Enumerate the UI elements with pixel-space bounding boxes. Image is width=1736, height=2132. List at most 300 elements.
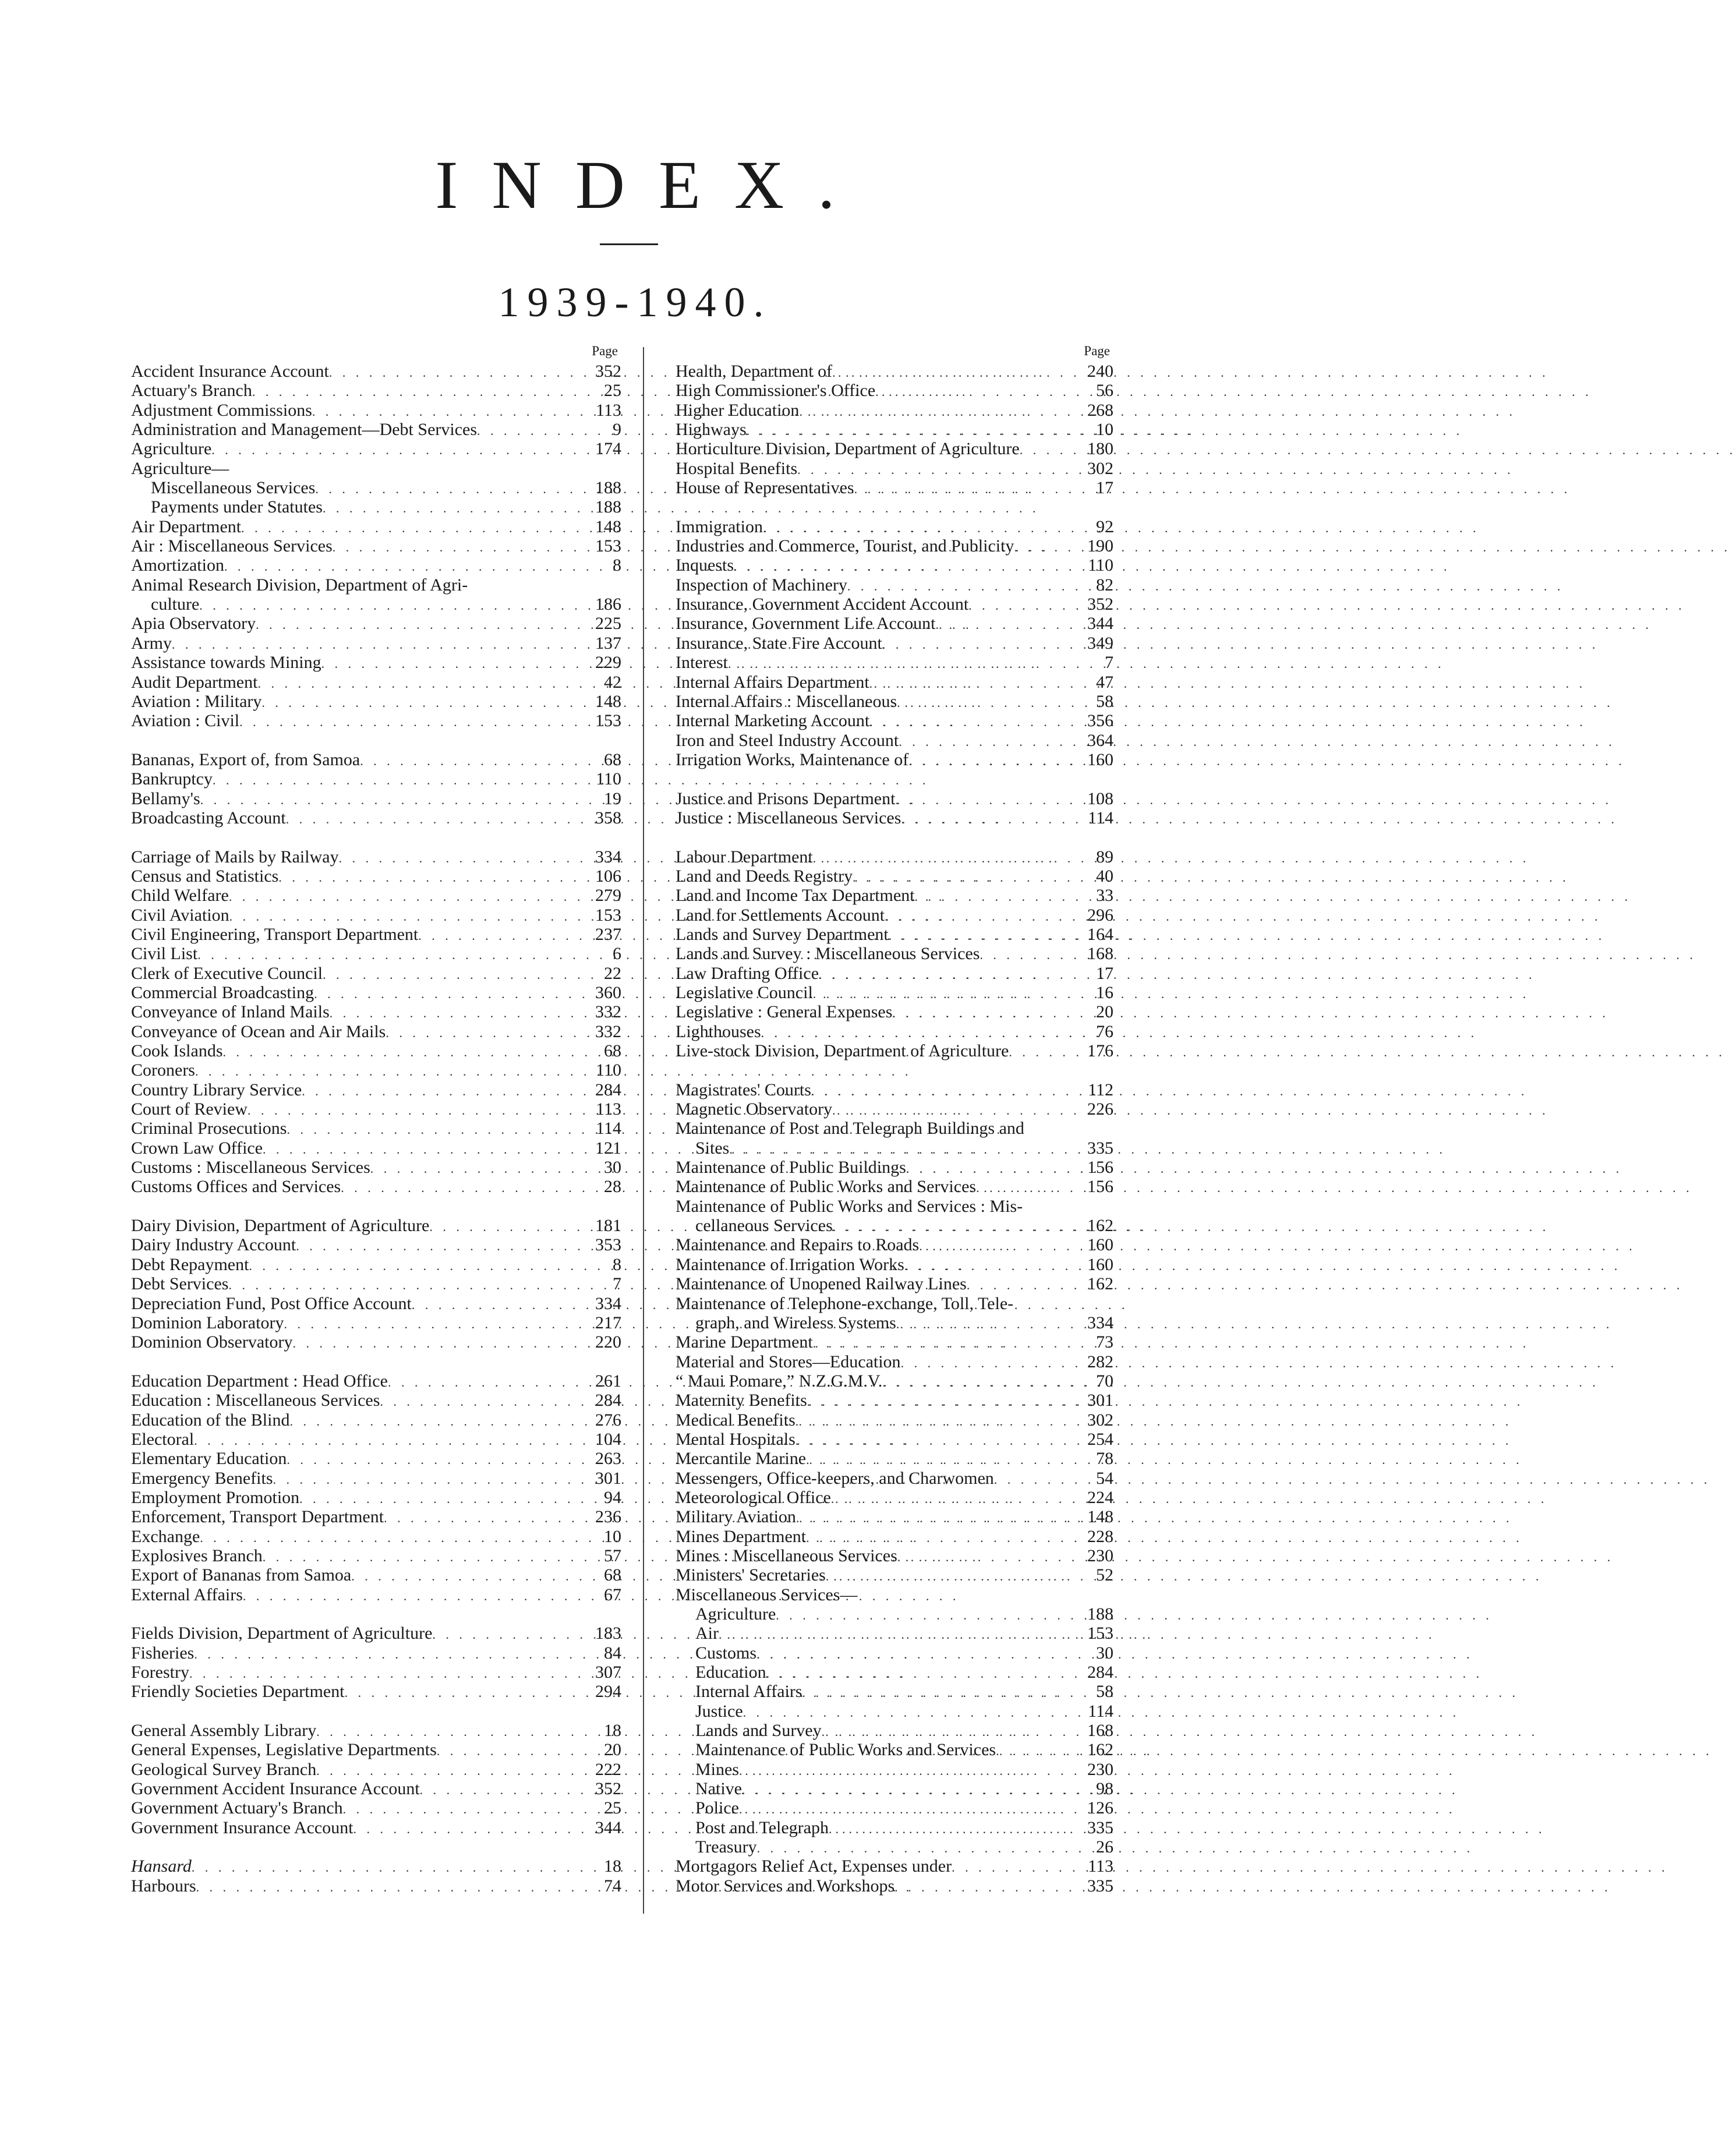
index-entry bbox=[131, 944, 621, 963]
entry-title: Bankruptcy bbox=[131, 769, 213, 789]
entry-title: Police bbox=[695, 1798, 739, 1818]
entry-page-number: 98 bbox=[1096, 1779, 1113, 1799]
entry-page-number: 237 bbox=[595, 924, 621, 944]
index-entry bbox=[131, 789, 621, 808]
dot-leader bbox=[437, 1741, 578, 1760]
dot-leader bbox=[854, 479, 1070, 498]
entry-page-number: 296 bbox=[1087, 905, 1113, 925]
entry-title: Industries and Commerce, Tourist, and Publicity bbox=[676, 536, 1014, 556]
dot-leader bbox=[813, 984, 1070, 1003]
entry-page-number: 28 bbox=[604, 1177, 621, 1197]
dot-leader bbox=[386, 1023, 578, 1042]
left-index-column bbox=[131, 341, 621, 1896]
entry-page-number: 70 bbox=[1096, 1371, 1113, 1391]
dot-leader bbox=[248, 1101, 578, 1120]
index-entry bbox=[676, 944, 1113, 963]
index-entry bbox=[131, 1624, 621, 1643]
entry-title: Fields Division, Department of Agriculture bbox=[131, 1624, 433, 1643]
index-entry bbox=[131, 420, 621, 439]
dot-leader bbox=[273, 1470, 578, 1489]
entry-title: Land and Income Tax Department bbox=[676, 886, 915, 906]
dot-leader bbox=[795, 1431, 1070, 1450]
entry-page-number: 33 bbox=[1096, 886, 1113, 906]
entry-title: Crown Law Office bbox=[131, 1138, 263, 1158]
index-entry bbox=[676, 867, 1113, 886]
entry-page-number: 168 bbox=[1087, 944, 1113, 964]
index-entry bbox=[676, 1643, 1113, 1663]
dot-leader bbox=[229, 907, 578, 926]
index-entry bbox=[676, 1294, 1113, 1313]
entry-page-number: 160 bbox=[1087, 749, 1113, 769]
entry-title: Maintenance of Public Works and Services bbox=[676, 1177, 977, 1197]
dot-leader bbox=[799, 402, 1070, 421]
entry-title: Messengers, Office-keepers, and Charwomen bbox=[676, 1468, 994, 1488]
entry-page-number: 67 bbox=[604, 1585, 621, 1604]
entry-title: Material and Stores—Education bbox=[676, 1352, 901, 1371]
entry-page-number: 7 bbox=[613, 1274, 621, 1294]
index-entry bbox=[131, 634, 621, 653]
entry-page-number: 58 bbox=[1096, 1682, 1113, 1702]
dot-leader bbox=[952, 1858, 1070, 1877]
entry-title: Depreciation Fund, Post Office Account bbox=[131, 1293, 412, 1313]
index-entry bbox=[131, 1119, 621, 1138]
dot-leader bbox=[287, 1120, 578, 1139]
index-entry bbox=[131, 439, 621, 458]
entry-page-number: 176 bbox=[1087, 1041, 1113, 1061]
dot-leader bbox=[904, 1256, 1070, 1275]
entry-title: Debt Services bbox=[131, 1274, 229, 1294]
dot-leader bbox=[329, 363, 578, 382]
entry-title: Emergency Benefits bbox=[131, 1468, 273, 1488]
entry-title: Conveyance of Ocean and Air Mails bbox=[131, 1021, 386, 1041]
dot-leader bbox=[906, 1159, 1070, 1178]
dot-leader bbox=[719, 1625, 1070, 1644]
right-entry-list bbox=[676, 362, 1113, 1896]
entry-title: Internal Affairs bbox=[695, 1682, 802, 1702]
dot-leader bbox=[323, 498, 578, 518]
entry-title: culture bbox=[151, 595, 200, 614]
dot-leader bbox=[853, 868, 1070, 887]
entry-title: Conveyance of Inland Mails bbox=[131, 1002, 330, 1022]
index-entry bbox=[131, 1294, 621, 1313]
dot-leader bbox=[196, 1878, 578, 1897]
index-entry bbox=[131, 1410, 621, 1430]
dot-leader bbox=[919, 1236, 1070, 1256]
dot-leader bbox=[936, 615, 1071, 634]
index-entry bbox=[676, 1177, 1113, 1196]
entry-page-number: 188 bbox=[1087, 1604, 1113, 1624]
entry-gap bbox=[676, 497, 1113, 517]
entry-title: Lands and Survey Department bbox=[676, 924, 889, 944]
index-entry bbox=[676, 1139, 1113, 1158]
entry-page-number: 153 bbox=[595, 536, 621, 556]
entry-page-number: 344 bbox=[595, 1818, 621, 1837]
entry-page-number: 17 bbox=[1096, 963, 1113, 983]
dot-leader bbox=[289, 1412, 578, 1431]
dot-leader bbox=[330, 1003, 578, 1023]
entry-title: Maintenance of Public Buildings bbox=[676, 1158, 906, 1178]
dot-leader bbox=[895, 790, 1070, 809]
entry-page-number: 349 bbox=[1087, 633, 1113, 653]
index-entry bbox=[676, 653, 1113, 672]
dot-leader bbox=[278, 868, 578, 887]
entry-title: Friendly Societies Department bbox=[131, 1682, 345, 1702]
dot-leader bbox=[241, 518, 578, 538]
dot-leader bbox=[885, 907, 1070, 926]
entry-page-number: 16 bbox=[1096, 983, 1113, 1002]
index-entry bbox=[131, 1488, 621, 1507]
entry-title: Army bbox=[131, 633, 172, 653]
dot-leader bbox=[796, 1508, 1070, 1528]
dot-leader bbox=[256, 615, 578, 634]
dot-leader bbox=[806, 1528, 1070, 1547]
entry-title: Audit Department bbox=[131, 672, 258, 692]
index-entry bbox=[131, 673, 621, 692]
dot-leader bbox=[743, 1703, 1070, 1722]
entry-title: Mines Department bbox=[676, 1526, 807, 1546]
entry-title: Land and Deeds Registry bbox=[676, 866, 853, 886]
entry-page-number: 8 bbox=[613, 556, 621, 575]
index-entry bbox=[676, 1002, 1113, 1021]
dot-leader bbox=[299, 1489, 578, 1508]
entry-page-number: 6 bbox=[613, 944, 621, 964]
index-entry bbox=[676, 1565, 1113, 1585]
entry-title: Census and Statistics bbox=[131, 866, 279, 886]
index-entry bbox=[676, 614, 1113, 633]
entry-title: Coroners bbox=[131, 1060, 195, 1080]
entry-page-number: 263 bbox=[595, 1449, 621, 1469]
index-entry bbox=[676, 1779, 1113, 1798]
dot-leader bbox=[1009, 1042, 1070, 1062]
dot-leader bbox=[323, 965, 578, 984]
entry-page-number: 162 bbox=[1087, 1274, 1113, 1294]
entry-page-number: 25 bbox=[604, 381, 621, 401]
entry-page-number: 162 bbox=[1087, 1740, 1113, 1760]
dot-leader bbox=[341, 1178, 578, 1197]
entry-page-number: 126 bbox=[1087, 1798, 1113, 1818]
entry-page-number: 110 bbox=[1088, 556, 1113, 575]
index-entry bbox=[131, 983, 621, 1002]
entry-page-number: 108 bbox=[1087, 789, 1113, 808]
entry-title: Miscellaneous Services bbox=[151, 478, 316, 498]
entry-page-number: 40 bbox=[1096, 866, 1113, 886]
index-entry bbox=[131, 1449, 621, 1468]
entry-page-number: 364 bbox=[1087, 730, 1113, 750]
index-entry bbox=[676, 1527, 1113, 1546]
entry-page-number: 352 bbox=[1087, 595, 1113, 614]
dot-leader bbox=[897, 693, 1070, 712]
entry-title: Customs bbox=[695, 1643, 757, 1663]
entry-title: Electoral bbox=[131, 1429, 195, 1449]
index-entry bbox=[131, 1721, 621, 1740]
entry-page-number: 332 bbox=[595, 1002, 621, 1022]
entry-title: Fisheries bbox=[131, 1643, 195, 1663]
dot-leader bbox=[806, 1450, 1070, 1469]
dot-leader bbox=[813, 848, 1070, 868]
entry-title: Legislative : General Expenses bbox=[676, 1002, 893, 1022]
dot-leader bbox=[345, 1683, 578, 1702]
entry-page-number: 94 bbox=[604, 1487, 621, 1507]
entry-gap bbox=[131, 1352, 621, 1371]
entry-title: Elementary Education bbox=[131, 1449, 287, 1469]
dot-leader bbox=[315, 479, 578, 498]
dot-leader bbox=[261, 693, 578, 712]
index-entry bbox=[131, 381, 621, 400]
index-entry bbox=[676, 692, 1113, 711]
entry-page-number: 254 bbox=[1087, 1429, 1113, 1449]
entry-title: Magistrates' Courts bbox=[676, 1080, 811, 1099]
index-entry bbox=[676, 750, 1113, 769]
entry-title: Interest bbox=[676, 653, 728, 673]
entry-title: Meteorological Office bbox=[676, 1487, 831, 1507]
index-entry bbox=[131, 517, 621, 536]
entry-page-number: 282 bbox=[1087, 1352, 1113, 1371]
entry-gap bbox=[131, 1837, 621, 1857]
entry-title: Post and Telegraph bbox=[695, 1818, 829, 1837]
dot-leader bbox=[897, 1547, 1070, 1567]
dot-leader bbox=[889, 926, 1070, 945]
index-entry bbox=[676, 1546, 1113, 1565]
dot-leader bbox=[892, 1003, 1070, 1023]
index-entry bbox=[131, 1255, 621, 1274]
entry-page-number: 334 bbox=[595, 847, 621, 867]
entry-title: Insurance, Government Accident Account bbox=[676, 595, 969, 614]
entry-title: Agriculture— bbox=[131, 458, 229, 478]
entry-title: Maternity Benefits bbox=[676, 1391, 807, 1410]
dot-leader bbox=[287, 1450, 578, 1469]
entry-page-number: 18 bbox=[604, 1721, 621, 1741]
dot-leader bbox=[429, 1217, 578, 1236]
entry-title: Maintenance of Public Works and Services bbox=[695, 1740, 996, 1760]
index-entry bbox=[131, 769, 621, 789]
entry-title: Maintenance of Telephone-exchange, Toll, Tele- bbox=[676, 1293, 1014, 1313]
index-entry bbox=[676, 1022, 1113, 1041]
index-entry bbox=[676, 789, 1113, 808]
index-entry bbox=[676, 1857, 1113, 1876]
entry-title: Dairy Industry Account bbox=[131, 1235, 296, 1255]
dot-leader bbox=[899, 732, 1070, 751]
entry-page-number: 20 bbox=[604, 1740, 621, 1760]
index-entry bbox=[676, 1740, 1113, 1759]
index-entry bbox=[676, 556, 1113, 575]
index-entry bbox=[131, 1818, 621, 1837]
entry-page-number: 279 bbox=[595, 886, 621, 906]
entry-page-number: 224 bbox=[1087, 1487, 1113, 1507]
index-entry bbox=[131, 1507, 621, 1526]
index-entry bbox=[676, 517, 1113, 536]
entry-title: cellaneous Services bbox=[695, 1216, 833, 1236]
dot-leader bbox=[822, 1722, 1070, 1741]
index-entry bbox=[131, 1779, 621, 1798]
entry-title: Education : Miscellaneous Services bbox=[131, 1391, 380, 1410]
entry-title: Aviation : Civil bbox=[131, 711, 240, 731]
index-entry bbox=[676, 1352, 1113, 1371]
index-entry bbox=[676, 1469, 1113, 1488]
dot-leader bbox=[757, 1838, 1070, 1858]
entry-page-number: 114 bbox=[596, 1119, 621, 1139]
index-entry bbox=[676, 1119, 1113, 1138]
dot-leader bbox=[896, 1314, 1070, 1334]
entry-page-number: 25 bbox=[604, 1798, 621, 1818]
index-entry bbox=[131, 1798, 621, 1818]
dot-leader bbox=[321, 654, 578, 673]
entry-title: Harbours bbox=[131, 1876, 196, 1896]
dot-leader bbox=[314, 984, 578, 1003]
entry-title: Air Department bbox=[131, 517, 242, 536]
entry-title: Air bbox=[695, 1624, 719, 1643]
dot-leader bbox=[252, 382, 578, 401]
entry-title: Government Insurance Account bbox=[131, 1818, 353, 1837]
dot-leader bbox=[249, 1256, 578, 1275]
entry-title: graph, and Wireless Systems bbox=[695, 1313, 896, 1332]
index-entry bbox=[676, 595, 1113, 614]
dot-leader bbox=[189, 1664, 578, 1683]
entry-title: Administration and Management—Debt Services bbox=[131, 420, 478, 440]
index-entry bbox=[131, 1469, 621, 1488]
index-entry bbox=[676, 1391, 1113, 1410]
entry-page-number: 113 bbox=[596, 400, 621, 420]
index-entry bbox=[131, 1060, 621, 1080]
entry-page-number: 9 bbox=[613, 420, 621, 440]
entry-page-number: 58 bbox=[1096, 691, 1113, 711]
dot-leader bbox=[343, 1799, 578, 1819]
index-entry bbox=[676, 536, 1113, 556]
dot-leader bbox=[1020, 440, 1070, 459]
index-entry bbox=[131, 1760, 621, 1779]
index-entry bbox=[131, 1177, 621, 1196]
index-entry bbox=[131, 478, 621, 497]
index-entry bbox=[676, 925, 1113, 944]
entry-page-number: 156 bbox=[1087, 1177, 1113, 1197]
dot-leader bbox=[807, 1392, 1070, 1411]
dot-leader bbox=[996, 1741, 1070, 1760]
entry-page-number: 301 bbox=[1087, 1391, 1113, 1410]
entry-page-number: 110 bbox=[596, 1060, 621, 1080]
index-entry bbox=[131, 847, 621, 867]
entry-title: Motor Services and Workshops bbox=[676, 1876, 895, 1896]
index-entry bbox=[676, 459, 1113, 478]
dot-leader bbox=[882, 635, 1070, 654]
entry-page-number: 229 bbox=[595, 653, 621, 673]
index-entry bbox=[131, 867, 621, 886]
entry-page-number: 186 bbox=[595, 595, 621, 614]
entry-page-number: 68 bbox=[604, 1041, 621, 1061]
entry-title: Law Drafting Office bbox=[676, 963, 819, 983]
dot-leader bbox=[286, 809, 578, 829]
entry-gap bbox=[131, 828, 621, 847]
entry-page-number: 57 bbox=[604, 1546, 621, 1565]
entry-title: Maintenance of Irrigation Works bbox=[676, 1254, 904, 1274]
dot-leader bbox=[351, 1567, 578, 1586]
entry-title: Hansard bbox=[131, 1857, 192, 1876]
dot-leader bbox=[976, 1178, 1070, 1197]
index-entry bbox=[131, 595, 621, 614]
dot-leader bbox=[915, 887, 1070, 906]
dot-leader bbox=[316, 1722, 578, 1741]
entry-title: Geological Survey Branch bbox=[131, 1759, 317, 1779]
entry-title: Lands and Survey bbox=[695, 1721, 822, 1741]
entry-title: Higher Education bbox=[676, 400, 800, 420]
page-column-label: Page bbox=[1084, 344, 1110, 358]
index-entry bbox=[676, 1488, 1113, 1507]
index-entry bbox=[676, 1624, 1113, 1643]
index-entry bbox=[131, 362, 621, 381]
dot-leader bbox=[172, 635, 578, 654]
index-entry bbox=[676, 1837, 1113, 1857]
entry-page-number: 153 bbox=[595, 711, 621, 731]
entry-title: Justice bbox=[695, 1701, 743, 1721]
entry-page-number: 52 bbox=[1096, 1565, 1113, 1585]
index-entry bbox=[676, 1682, 1113, 1701]
entry-page-number: 268 bbox=[1087, 400, 1113, 420]
entry-page-number: 220 bbox=[595, 1332, 621, 1352]
index-entry bbox=[676, 1430, 1113, 1449]
entry-title: Accident Insurance Account bbox=[131, 362, 329, 381]
index-entry bbox=[131, 906, 621, 925]
index-entry bbox=[676, 731, 1113, 750]
entry-title: Explosives Branch bbox=[131, 1546, 263, 1565]
entry-page-number: 19 bbox=[604, 789, 621, 808]
entry-title: Internal Affairs Department bbox=[676, 672, 869, 692]
dot-leader bbox=[826, 1567, 1070, 1586]
dot-leader bbox=[729, 1140, 1070, 1159]
entry-page-number: 89 bbox=[1096, 847, 1113, 867]
entry-title: Education Department : Head Office bbox=[131, 1371, 388, 1391]
dot-leader bbox=[263, 1547, 578, 1567]
entry-title: Native bbox=[695, 1779, 742, 1799]
index-entry bbox=[676, 1410, 1113, 1430]
entry-title: Export of Bananas from Samoa bbox=[131, 1565, 352, 1585]
entry-title: Actuary's Branch bbox=[131, 381, 252, 401]
dot-leader bbox=[756, 1645, 1070, 1664]
entry-title: Immigration bbox=[676, 517, 763, 536]
dot-leader bbox=[847, 577, 1070, 596]
index-year: 1939-1940. bbox=[498, 279, 772, 326]
entry-title: Education bbox=[695, 1663, 766, 1682]
entry-page-number: 47 bbox=[1096, 672, 1113, 692]
entry-title: Sites bbox=[695, 1138, 730, 1158]
entry-title: Magnetic Observatory bbox=[676, 1099, 833, 1119]
entry-page-number: 358 bbox=[595, 808, 621, 828]
index-entry bbox=[676, 1274, 1113, 1293]
index-entry bbox=[131, 556, 621, 575]
entry-title: Animal Research Division, Department of Agri- bbox=[131, 575, 468, 595]
entry-title: Irrigation Works, Maintenance of bbox=[676, 749, 909, 769]
entry-page-number: 10 bbox=[1096, 420, 1113, 440]
entry-page-number: 225 bbox=[595, 614, 621, 634]
dot-leader bbox=[832, 363, 1070, 382]
entry-title: Miscellaneous Services— bbox=[676, 1585, 858, 1604]
index-entry bbox=[676, 1313, 1113, 1332]
index-entry bbox=[676, 1158, 1113, 1177]
entry-title: Insurance, State Fire Account bbox=[676, 633, 882, 653]
entry-page-number: 10 bbox=[604, 1526, 621, 1546]
dot-leader bbox=[296, 1236, 578, 1256]
index-entry bbox=[131, 750, 621, 769]
entry-page-number: 82 bbox=[1096, 575, 1113, 595]
index-entry bbox=[131, 1139, 621, 1158]
entry-page-number: 334 bbox=[595, 1293, 621, 1313]
dot-leader bbox=[384, 1508, 578, 1528]
dot-leader bbox=[739, 1761, 1070, 1780]
index-entry bbox=[131, 1585, 621, 1604]
index-entry bbox=[131, 1565, 621, 1585]
entry-title: Mercantile Marine bbox=[676, 1449, 807, 1469]
entry-page-number: 190 bbox=[1087, 536, 1113, 556]
entry-gap bbox=[131, 1197, 621, 1216]
dot-leader bbox=[257, 674, 578, 693]
entry-title: Payments under Statutes bbox=[151, 497, 323, 517]
